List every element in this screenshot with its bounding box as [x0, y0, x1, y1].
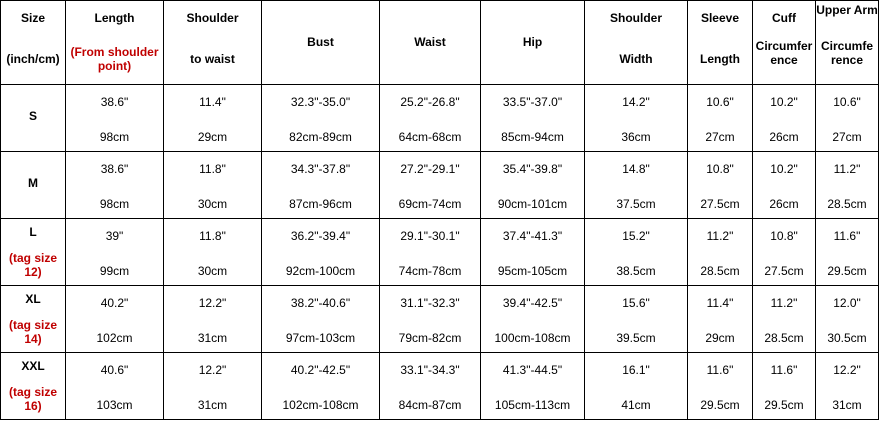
- inch-value: 29.1"-30.1": [400, 229, 460, 243]
- measure-cell: [164, 85, 262, 152]
- inch-value: 11.8": [199, 162, 226, 176]
- header-bust: [262, 1, 380, 85]
- inch-value: 11.6": [833, 229, 861, 243]
- header-shoulder-to-waist-line1: Shoulder: [186, 11, 239, 25]
- measure-cell: [66, 152, 164, 219]
- table-row: [1, 286, 879, 353]
- table-row: [1, 85, 879, 152]
- measure-cell: [481, 219, 585, 286]
- cm-value: 27cm: [705, 130, 735, 144]
- cm-value: 99cm: [99, 264, 130, 278]
- inch-value: 11.2": [706, 229, 734, 243]
- cm-value: 31cm: [197, 331, 228, 345]
- header-size-line1: Size: [20, 11, 45, 25]
- cm-value: 102cm: [96, 331, 133, 345]
- cm-value: 92cm-100cm: [285, 264, 356, 278]
- measure-cell: [164, 219, 262, 286]
- header-shoulder-to-waist-line2: to waist: [190, 52, 235, 66]
- cm-value: 69cm-74cm: [398, 197, 462, 211]
- measure-cell: [816, 152, 879, 219]
- inch-value: 11.6": [706, 363, 734, 377]
- inch-value: 35.4"-39.8": [502, 162, 563, 176]
- inch-value: 40.2": [100, 296, 129, 310]
- measure-cell: [380, 353, 481, 420]
- measure-cell: [585, 219, 688, 286]
- table-row: [1, 219, 879, 286]
- header-waist-label: Waist: [414, 35, 446, 49]
- measure-cell: [66, 353, 164, 420]
- cm-value: 29cm: [197, 130, 228, 144]
- cm-value: 29cm: [705, 331, 735, 345]
- measure-cell: [66, 286, 164, 353]
- measure-cell: [585, 152, 688, 219]
- cm-value: 26cm: [769, 197, 799, 211]
- header-length-line2: (From shoulder point): [70, 45, 159, 73]
- measure-cell: [816, 85, 879, 152]
- inch-value: 41.3"-44.5": [502, 363, 563, 377]
- inch-value: 11.2": [770, 296, 798, 310]
- inch-value: 34.3"-37.8": [290, 162, 351, 176]
- cm-value: 79cm-82cm: [398, 331, 462, 345]
- inch-value: 39": [105, 229, 124, 243]
- inch-value: 15.2": [622, 229, 650, 243]
- cm-value: 98cm: [99, 130, 130, 144]
- measure-cell: [481, 353, 585, 420]
- header-hip: [481, 1, 585, 85]
- header-shoulder-to-waist: [164, 1, 262, 85]
- inch-value: 10.6": [706, 95, 734, 109]
- measure-cell: [585, 286, 688, 353]
- measure-cell: [481, 85, 585, 152]
- size-cell: [1, 85, 66, 152]
- header-length: [66, 1, 164, 85]
- cm-value: 95cm-105cm: [497, 264, 568, 278]
- inch-value: 40.6": [100, 363, 129, 377]
- cm-value: 29.5cm: [827, 264, 867, 278]
- header-shoulder-width-line1: Shoulder: [609, 11, 662, 25]
- measure-cell: [816, 353, 879, 420]
- inch-value: 33.1"-34.3": [400, 363, 460, 377]
- size-cell: [1, 219, 66, 286]
- cm-value: 74cm-78cm: [398, 264, 462, 278]
- measure-cell: [585, 353, 688, 420]
- inch-value: 33.5"-37.0": [502, 95, 563, 109]
- measure-cell: [164, 286, 262, 353]
- measure-cell: [66, 219, 164, 286]
- cm-value: 28.5cm: [827, 197, 867, 211]
- inch-value: 25.2"-26.8": [400, 95, 460, 109]
- size-label: XXL: [21, 359, 45, 373]
- measure-cell: [688, 219, 753, 286]
- header-row: [1, 1, 879, 85]
- cm-value: 38.5cm: [616, 264, 656, 278]
- header-sleeve-length: [688, 1, 753, 85]
- header-length-line1: Length: [94, 11, 135, 25]
- inch-value: 27.2"-29.1": [400, 162, 460, 176]
- inch-value: 12.2": [198, 363, 227, 377]
- header-cuff-line2: Circumfer ence: [755, 39, 813, 67]
- measure-cell: [816, 219, 879, 286]
- measure-cell: [262, 85, 380, 152]
- cm-value: 30cm: [197, 197, 228, 211]
- measure-cell: [585, 85, 688, 152]
- size-label: XL: [25, 292, 41, 306]
- cm-value: 90cm-101cm: [497, 197, 568, 211]
- inch-value: 39.4"-42.5": [502, 296, 563, 310]
- header-shoulder-width: [585, 1, 688, 85]
- size-label: M: [28, 176, 38, 190]
- inch-value: 10.2": [770, 162, 798, 176]
- inch-value: 11.8": [199, 229, 226, 243]
- cm-value: 39.5cm: [616, 331, 656, 345]
- cm-value: 27cm: [832, 130, 862, 144]
- measure-cell: [262, 286, 380, 353]
- header-size-line2: (inch/cm): [6, 52, 60, 66]
- header-sleeve-length-line1: Sleeve: [700, 11, 740, 25]
- inch-value: 37.4"-41.3": [502, 229, 563, 243]
- header-shoulder-width-line2: Width: [619, 52, 653, 66]
- inch-value: 38.6": [100, 95, 129, 109]
- inch-value: 14.2": [622, 95, 650, 109]
- tag-size-note: (tag size 14): [8, 318, 57, 346]
- measure-cell: [164, 353, 262, 420]
- cm-value: 105cm-113cm: [494, 398, 571, 412]
- tag-size-note: (tag size 12): [8, 251, 57, 279]
- size-label: L: [29, 225, 37, 239]
- inch-value: 36.2"-39.4": [290, 229, 351, 243]
- measure-cell: [816, 286, 879, 353]
- measure-cell: [481, 152, 585, 219]
- inch-value: 11.2": [833, 162, 861, 176]
- measure-cell: [380, 286, 481, 353]
- measure-cell: [688, 286, 753, 353]
- inch-value: 32.3"-35.0": [290, 95, 351, 109]
- measure-cell: [380, 152, 481, 219]
- header-upper-arm: [816, 1, 879, 85]
- header-hip-label: Hip: [522, 35, 543, 49]
- inch-value: 38.2"-40.6": [290, 296, 351, 310]
- cm-value: 29.5cm: [764, 398, 804, 412]
- measure-cell: [380, 219, 481, 286]
- cm-value: 28.5cm: [764, 331, 804, 345]
- cm-value: 64cm-68cm: [398, 130, 462, 144]
- measure-cell: [688, 85, 753, 152]
- inch-value: 10.6": [833, 95, 861, 109]
- header-upper-arm-line1: Upper Arm: [816, 3, 878, 17]
- cm-value: 30cm: [197, 264, 228, 278]
- inch-value: 12.2": [833, 363, 861, 377]
- header-upper-arm-line2: Circumfe rence: [820, 39, 873, 67]
- measure-cell: [753, 286, 816, 353]
- header-cuff-line1: Cuff: [772, 11, 796, 25]
- size-label: S: [28, 109, 37, 123]
- header-sleeve-length-line2: Length: [700, 52, 740, 66]
- inch-value: 16.1": [622, 363, 650, 377]
- header-cuff: [753, 1, 816, 85]
- cm-value: 27.5cm: [764, 264, 804, 278]
- cm-value: 98cm: [99, 197, 130, 211]
- cm-value: 97cm-103cm: [285, 331, 356, 345]
- inch-value: 15.6": [622, 296, 650, 310]
- table-row: [1, 353, 879, 420]
- measure-cell: [753, 85, 816, 152]
- inch-value: 10.8": [706, 162, 734, 176]
- cm-value: 37.5cm: [616, 197, 656, 211]
- cm-value: 103cm: [96, 398, 133, 412]
- measure-cell: [380, 85, 481, 152]
- cm-value: 41cm: [621, 398, 651, 412]
- cm-value: 30.5cm: [827, 331, 867, 345]
- inch-value: 38.6": [100, 162, 129, 176]
- measure-cell: [262, 219, 380, 286]
- inch-value: 12.2": [198, 296, 227, 310]
- size-cell: [1, 152, 66, 219]
- inch-value: 10.2": [770, 95, 798, 109]
- measure-cell: [164, 152, 262, 219]
- inch-value: 11.6": [770, 363, 798, 377]
- measure-cell: [66, 85, 164, 152]
- cm-value: 31cm: [197, 398, 228, 412]
- cm-value: 28.5cm: [700, 264, 740, 278]
- table-row: [1, 152, 879, 219]
- measure-cell: [262, 353, 380, 420]
- cm-value: 85cm-94cm: [501, 130, 564, 144]
- measure-cell: [753, 353, 816, 420]
- cm-value: 29.5cm: [700, 398, 740, 412]
- tag-size-note: (tag size 16): [8, 385, 57, 413]
- inch-value: 12.0": [833, 296, 861, 310]
- measure-cell: [688, 353, 753, 420]
- cm-value: 27.5cm: [700, 197, 740, 211]
- cm-value: 87cm-96cm: [289, 197, 352, 211]
- size-cell: [1, 286, 66, 353]
- inch-value: 11.4": [706, 296, 734, 310]
- cm-value: 26cm: [769, 130, 799, 144]
- size-cell: [1, 353, 66, 420]
- measure-cell: [688, 152, 753, 219]
- inch-value: 31.1"-32.3": [400, 296, 460, 310]
- cm-value: 84cm-87cm: [398, 398, 462, 412]
- inch-value: 11.4": [199, 95, 226, 109]
- measure-cell: [481, 286, 585, 353]
- cm-value: 31cm: [832, 398, 862, 412]
- inch-value: 10.8": [770, 229, 798, 243]
- measure-cell: [753, 219, 816, 286]
- header-waist: [380, 1, 481, 85]
- header-bust-label: Bust: [307, 35, 334, 49]
- cm-value: 82cm-89cm: [289, 130, 352, 144]
- inch-value: 14.8": [622, 162, 650, 176]
- inch-value: 40.2"-42.5": [290, 363, 351, 377]
- cm-value: 102cm-108cm: [282, 398, 359, 412]
- cm-value: 36cm: [621, 130, 651, 144]
- measure-cell: [262, 152, 380, 219]
- header-size: [1, 1, 66, 85]
- measure-cell: [753, 152, 816, 219]
- cm-value: 100cm-108cm: [494, 331, 571, 345]
